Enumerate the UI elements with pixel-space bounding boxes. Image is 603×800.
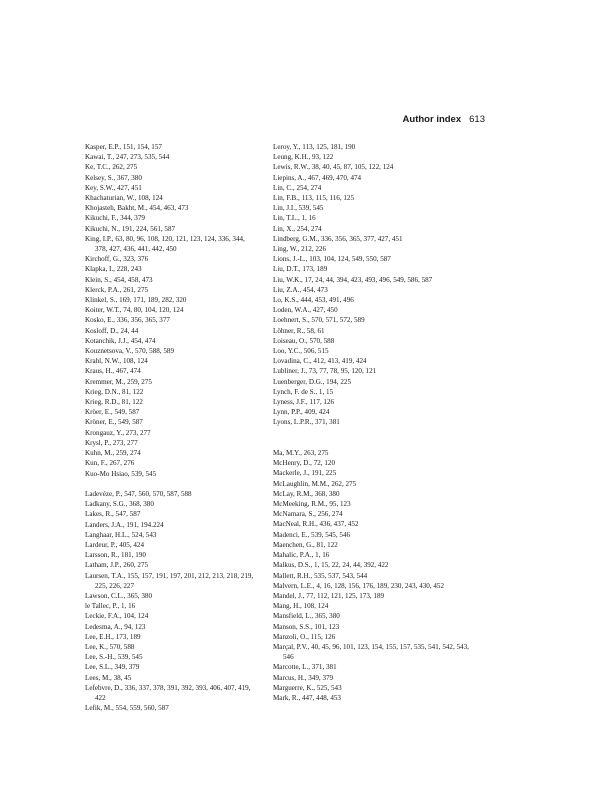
- index-entry: Marcus, H., 349, 379: [273, 673, 334, 682]
- index-entry: Kröner, E., 549, 587: [85, 418, 143, 427]
- index-entry: Lin, J.I., 539, 545: [273, 204, 324, 213]
- index-entry: Loiseau, O., 570, 588: [273, 336, 335, 345]
- index-entry: McHenry, D., 72, 120: [273, 459, 335, 468]
- index-entry: Lyons, L.P.R., 371, 381: [273, 418, 340, 427]
- index-entry: Krieg, R.D., 81, 122: [85, 398, 143, 407]
- index-entry: Mandel, J., 77, 112, 121, 125, 173, 189: [273, 591, 385, 600]
- index-entry: Ledesma, A., 94, 123: [85, 622, 146, 631]
- index-entry: Kuhn, M., 259, 274: [85, 449, 141, 458]
- index-entry: Lefik, M., 554, 559, 560, 587: [85, 704, 169, 713]
- page-number: 613: [469, 114, 485, 125]
- index-entry: Lynn, P.P., 409, 424: [273, 408, 330, 417]
- index-entry: Mallett, R.H., 535, 537, 543, 544: [273, 571, 368, 580]
- index-entry: Lawson, C.L., 365, 380: [85, 591, 152, 600]
- index-entry: Khachaturian, W., 108, 124: [85, 194, 163, 203]
- index-entry: Lovadina, C., 412, 413, 419, 424: [273, 357, 367, 366]
- index-entry: Loo, Y.C., 506, 515: [273, 347, 329, 356]
- index-entry: Kosloff, D., 24, 44: [85, 326, 139, 335]
- index-entry: Loden, W.A., 427, 450: [273, 306, 338, 315]
- index-entry: Lakes, R., 547, 587: [85, 510, 141, 519]
- index-entry: McMeeking, R.M., 95, 123: [273, 500, 351, 509]
- index-entry: Lions, J.-L., 103, 104, 124, 549, 550, 587: [273, 255, 391, 264]
- index-entry: Lynch, F. de S., 1, 15: [273, 387, 334, 396]
- index-entry: McLaughlin, M.M., 262, 275: [273, 479, 357, 488]
- index-entry: Latham, J.P., 260, 275: [85, 561, 149, 570]
- index-entry: Kun, F., 267, 276: [85, 459, 135, 468]
- index-entry: Kirchoff, G., 323, 376: [85, 255, 149, 264]
- index-entry: Mark, R., 447, 448, 453: [273, 693, 341, 702]
- index-entry: Liu, D.T., 173, 189: [273, 265, 328, 274]
- index-entry: Laursen, T.A., 155, 157, 191, 197, 201, 212, 213, 218, 219, 225, 226, 227: [85, 571, 254, 590]
- index-entry: Ma, M.Y., 263, 275: [273, 449, 329, 458]
- index-entry: Kremmer, M., 259, 275: [85, 377, 152, 386]
- index-entry: Lubliner, J., 73, 77, 78, 95, 120, 121: [273, 367, 377, 376]
- index-entry: Larsson, R., 181, 190: [85, 551, 146, 560]
- index-entry: Klein, S., 454, 458, 473: [85, 275, 153, 284]
- index-entry: Koiter, W.T., 74, 80, 104, 120, 124: [85, 306, 184, 315]
- index-entry: Landers, J.A., 191, 194.224: [85, 520, 164, 529]
- index-entry: Lin, F.B., 113, 115, 116, 125: [273, 194, 355, 203]
- letter-gap: [85, 479, 255, 489]
- index-entry: Lewis, R.W., 38, 40, 45, 87, 105, 122, 124: [273, 163, 394, 172]
- index-entry: Klapka, I., 228, 243: [85, 265, 142, 274]
- index-entry: Leckie, F.A., 104, 124: [85, 612, 149, 621]
- index-entry: Kelsey, S., 367, 380: [85, 173, 142, 182]
- letter-gap: [273, 438, 473, 448]
- index-entry: Mackerle, J., 191, 225: [273, 469, 337, 478]
- index-entry: Liepins, A., 467, 469, 470, 474: [273, 173, 362, 182]
- index-entry: Manzoli, O., 115, 126: [273, 632, 336, 641]
- index-entry: Mang, H., 108, 124: [273, 602, 329, 611]
- index-entry: Krysl, P., 273, 277: [85, 438, 138, 447]
- index-entry: Kikuchi, F., 344, 379: [85, 214, 145, 223]
- index-entry: Lee, E.H., 173, 189: [85, 632, 141, 641]
- index-entry: Kraus, H., 467, 474: [85, 367, 141, 376]
- index-entry: Kuo-Mo Hsiao, 539, 545: [85, 469, 157, 478]
- index-entry: Lo, K.S., 444, 453, 491, 496: [273, 296, 354, 305]
- index-entry: Ladkany, S.G., 368, 380: [85, 500, 154, 509]
- index-entry: Lee, S.-H., 539, 545: [85, 653, 143, 662]
- index-entry: Luenberger, D.G., 194, 225: [273, 377, 351, 386]
- index-entry: Ling, W., 212, 226: [273, 245, 327, 254]
- index-entry: Malkus, D.S., 1, 15, 22, 24, 44, 392, 422: [273, 561, 389, 570]
- index-entry: Lardeur, P., 405, 424: [85, 540, 145, 549]
- index-entry: Liu, Z.A., 454, 473: [273, 285, 328, 294]
- section-title: Author index: [402, 114, 462, 125]
- index-entry: Lyness, J.F., 117, 126: [273, 398, 335, 407]
- index-entry: Manson, S.S., 101, 123: [273, 622, 340, 631]
- index-entry: Langhaar, H.L., 524, 543: [85, 530, 157, 539]
- index-entry: Kröer, E., 549, 587: [85, 408, 140, 417]
- index-entry: Madenci, E., 539, 545, 546: [273, 530, 351, 539]
- index-entry: Kouznetsova, V., 570, 588, 589: [85, 347, 174, 356]
- index-entry: Kasper, E.P., 151, 154, 157: [85, 143, 162, 151]
- index-entry: King, I.P., 63, 80, 96, 108, 120, 121, 123, 124, 336, 344, 378, 427, 436, 441, 442, 450: [85, 234, 245, 254]
- index-entry: Krieg, D.N., 81, 122: [85, 387, 144, 396]
- index-entry: McLay, R.M., 368, 380: [273, 489, 340, 498]
- index-column-right: [273, 142, 473, 703]
- index-entry: le Tallec, P., 1, 16: [85, 602, 136, 611]
- index-entry: Marcotte, L., 371, 381: [273, 663, 337, 672]
- index-entry: Lee, K., 570, 588: [85, 642, 135, 651]
- index-entry: Lin, X., 254, 274: [273, 224, 322, 233]
- index-entry: Key, S.W., 427, 451: [85, 183, 142, 192]
- index-entry: Klinkel, S., 169, 171, 189, 282, 320: [85, 296, 187, 305]
- index-entry: Marguerre, K., 525, 543: [273, 683, 342, 692]
- letter-gap: [273, 428, 473, 438]
- index-entry: Kikuchi, N., 191, 224, 561, 587: [85, 224, 176, 233]
- index-entry: Löhner, R., 58, 61: [273, 326, 325, 335]
- index-entry: Mahalic, P.A., 1, 16: [273, 551, 330, 560]
- index-entry: MacNeal, R.H., 436, 437, 452: [273, 520, 359, 529]
- running-header: [403, 114, 485, 125]
- index-entry: Kawai, T., 247, 273, 535, 544: [85, 153, 170, 162]
- index-entry: McNamara, S., 256, 274: [273, 510, 343, 519]
- index-entry: Lees, M., 38, 45: [85, 673, 132, 682]
- index-entry: Khojasteh, Bakht, M., 454, 463, 473: [85, 204, 189, 213]
- index-entry: Maenchen, G., 81, 122: [273, 540, 338, 549]
- index-entry: Lefebvre, D., 336, 337, 378, 391, 392, 393, 406, 407, 419, 422: [85, 683, 251, 702]
- index-entry: Krongauz, Y., 273, 277: [85, 428, 151, 437]
- index-entry: Leung, K.H., 93, 122: [273, 153, 334, 162]
- index-entry: Lin, T.L., 1, 16: [273, 214, 316, 223]
- index-entry: Liu, W.K., 17, 24, 44, 394, 423, 493, 496, 549, 586, 587: [273, 275, 433, 284]
- index-entry: Ladevéze, P., 547, 560, 570, 587, 588: [85, 489, 192, 498]
- index-entry: Lee, S.L., 349, 379: [85, 663, 140, 672]
- index-column-left: [85, 142, 255, 713]
- index-entry: Kotanchik, J.J., 454, 474: [85, 336, 156, 345]
- index-entry: Mansfield, L., 365, 380: [273, 612, 340, 621]
- index-entry: Loehnert, S., 570, 571, 572, 589: [273, 316, 365, 325]
- index-entry: Marçal, P.V., 40, 45, 96, 101, 123, 154, 155, 157, 535, 541, 542, 543, 546: [273, 642, 469, 662]
- index-entry: Krahl, N.W., 108, 124: [85, 357, 148, 366]
- index-entry: Lindberg, G.M., 336, 356, 365, 377, 427, 451: [273, 234, 403, 243]
- index-entry: Kosko, E., 336, 356, 365, 377: [85, 316, 170, 325]
- index-entry: Ke, T.C., 262, 275: [85, 163, 138, 172]
- index-entry: Klerck, P.A., 261, 275: [85, 285, 149, 294]
- index-entry: Malvern, L.E., 4, 16, 128, 156, 176, 189, 230, 243, 430, 452: [273, 581, 445, 590]
- index-entry: Leroy, Y., 113, 125, 181, 190: [273, 143, 356, 151]
- index-entry: Lin, C., 254, 274: [273, 183, 322, 192]
